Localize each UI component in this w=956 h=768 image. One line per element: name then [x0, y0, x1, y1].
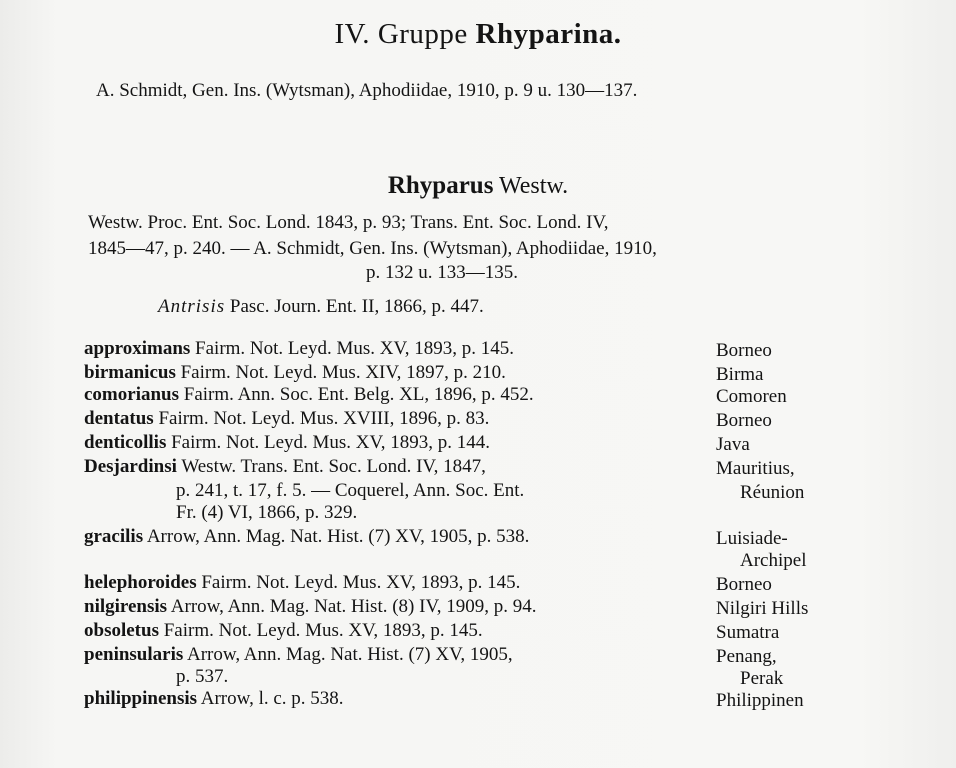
synonym-entry	[158, 296, 484, 318]
genus-name: Rhyparus	[387, 172, 494, 199]
species-locality: Philippinen	[716, 690, 804, 711]
species-entry	[84, 596, 537, 618]
species-locality: Sumatra	[716, 622, 780, 643]
group-roman: IV.	[334, 18, 371, 50]
species-locality: Java	[716, 434, 750, 455]
species-entry	[84, 526, 529, 548]
species-name: helephoroides	[84, 572, 197, 593]
group-reference: A. Schmidt, Gen. Ins. (Wytsman), Aphodiidae, 1910, p. 9 u. 130—137.	[96, 80, 638, 101]
species-locality: Borneo	[716, 340, 772, 361]
group-heading	[0, 18, 956, 51]
genus-ref-line: Westw. Proc. Ent. Soc. Lond. 1843, p. 93; Trans. Ent. Soc. Lond. IV,	[88, 212, 609, 233]
species-name: philippinensis	[84, 688, 198, 709]
species-name: obsoletus	[84, 620, 159, 641]
species-locality: Birma	[716, 364, 764, 385]
synonym-ref: Pasc. Journ. Ent. II, 1866, p. 447.	[229, 296, 484, 317]
species-entry	[84, 644, 513, 666]
group-name: Rhyparina.	[475, 18, 622, 50]
species-entry	[84, 572, 520, 594]
genus-heading	[0, 172, 956, 200]
synonym-name: Antrisis	[158, 296, 226, 317]
species-locality: Nilgiri Hills	[716, 598, 809, 619]
species-ref-continuation: p. 241, t. 17, f. 5. — Coquerel, Ann. Soc. Ent.	[176, 480, 525, 501]
species-entry	[84, 384, 534, 406]
species-locality: Borneo	[716, 410, 772, 431]
species-name: comorianus	[84, 384, 179, 405]
species-ref: Arrow, Ann. Mag. Nat. Hist. (8) IV, 1909, p. 94.	[170, 596, 537, 617]
species-ref: Fairm. Not. Leyd. Mus. XV, 1893, p. 145.	[163, 620, 483, 641]
species-locality-continuation: Perak	[740, 668, 784, 689]
species-locality-continuation: Archipel	[740, 550, 807, 571]
species-locality: Borneo	[716, 574, 772, 595]
genus-author: Westw.	[499, 173, 569, 199]
genus-ref-line: p. 132 u. 133—135.	[366, 262, 518, 283]
species-ref-continuation: Fr. (4) VI, 1866, p. 329.	[176, 502, 358, 523]
species-name: birmanicus	[84, 362, 176, 383]
species-name: Desjardinsi	[84, 456, 177, 477]
species-entry	[84, 432, 490, 454]
species-entry	[84, 408, 489, 430]
species-locality: Mauritius,	[716, 458, 795, 479]
species-ref: Arrow, l. c. p. 538.	[200, 688, 344, 709]
species-ref-continuation: p. 537.	[176, 666, 229, 687]
species-ref: Fairm. Not. Leyd. Mus. XV, 1893, p. 145.	[195, 338, 515, 359]
species-ref: Fairm. Not. Leyd. Mus. XIV, 1897, p. 210.	[180, 362, 506, 383]
species-entry	[84, 620, 483, 642]
species-ref: Fairm. Not. Leyd. Mus. XV, 1893, p. 145.	[201, 572, 521, 593]
species-ref: Fairm. Not. Leyd. Mus. XVIII, 1896, p. 83.	[158, 408, 490, 429]
species-entry	[84, 338, 514, 360]
species-entry	[84, 362, 506, 384]
species-locality-continuation: Réunion	[740, 482, 805, 503]
species-name: dentatus	[84, 408, 154, 429]
species-locality: Luisiade-	[716, 528, 788, 549]
species-ref: Westw. Trans. Ent. Soc. Lond. IV, 1847,	[181, 456, 486, 477]
group-word: Gruppe	[377, 18, 468, 50]
species-ref: Fairm. Ann. Soc. Ent. Belg. XL, 1896, p. 452.	[183, 384, 534, 405]
genus-ref-line: 1845—47, p. 240. — A. Schmidt, Gen. Ins. (Wytsman), Aphodiidae, 1910,	[88, 238, 657, 259]
species-entry	[84, 456, 486, 478]
species-name: peninsularis	[84, 644, 184, 665]
species-name: nilgirensis	[84, 596, 168, 617]
species-entry	[84, 688, 344, 710]
species-locality: Comoren	[716, 386, 787, 407]
species-ref: Fairm. Not. Leyd. Mus. XV, 1893, p. 144.	[171, 432, 491, 453]
species-name: denticollis	[84, 432, 167, 453]
species-locality: Penang,	[716, 646, 777, 667]
species-ref: Arrow, Ann. Mag. Nat. Hist. (7) XV, 1905,	[186, 644, 513, 665]
species-name: approximans	[84, 338, 191, 359]
species-ref: Arrow, Ann. Mag. Nat. Hist. (7) XV, 1905, p. 538.	[146, 526, 530, 547]
species-name: gracilis	[84, 526, 144, 547]
